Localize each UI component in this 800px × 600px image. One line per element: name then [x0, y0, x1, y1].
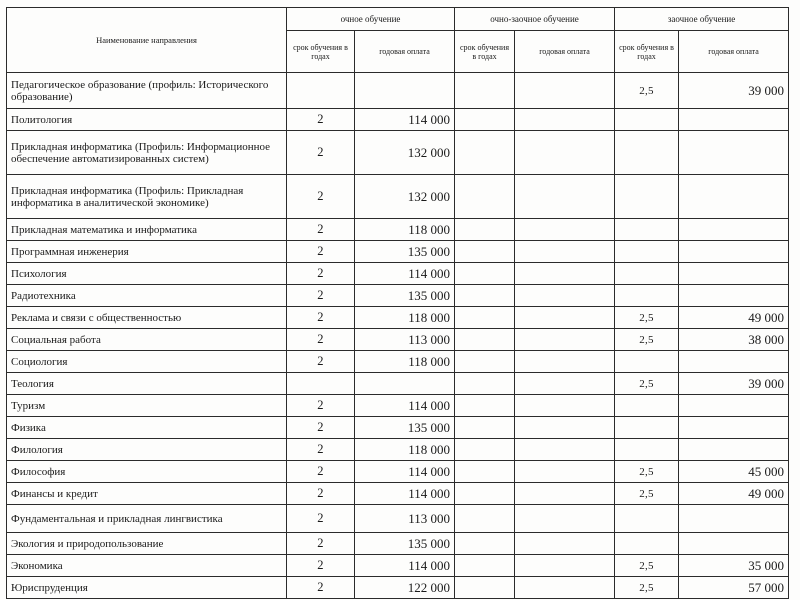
direction-name-cell: Теология	[7, 373, 287, 395]
distance-fee-cell	[679, 351, 789, 373]
direction-name-cell: Политология	[7, 109, 287, 131]
part-time-fee-cell	[515, 461, 615, 483]
part-time-term-cell	[455, 577, 515, 599]
table-row	[7, 533, 789, 555]
direction-name-cell: Программная инженерия	[7, 241, 287, 263]
distance-term-cell	[615, 505, 679, 533]
part-time-term-cell	[455, 439, 515, 461]
full-time-fee-cell: 118 000	[355, 351, 455, 373]
table-row	[7, 175, 789, 219]
part-time-fee-cell	[515, 555, 615, 577]
full-time-term-cell: 2	[287, 533, 355, 555]
full-time-fee-header: годовая оплата	[355, 31, 455, 73]
full-time-term-cell: 2	[287, 285, 355, 307]
part-time-fee-cell	[515, 73, 615, 109]
distance-term-cell: 2,5	[615, 483, 679, 505]
part-time-fee-cell	[515, 109, 615, 131]
distance-fee-cell	[679, 417, 789, 439]
part-time-fee-cell	[515, 577, 615, 599]
full-time-term-cell	[287, 373, 355, 395]
full-time-fee-cell: 122 000	[355, 577, 455, 599]
distance-term-cell: 2,5	[615, 307, 679, 329]
table-row	[7, 131, 789, 175]
tuition-table	[6, 7, 789, 599]
distance-fee-cell	[679, 219, 789, 241]
distance-term-cell: 2,5	[615, 329, 679, 351]
full-time-fee-cell: 135 000	[355, 417, 455, 439]
direction-name-cell: Прикладная информатика (Профиль: Прикладная информатика в аналитической экономике)	[7, 175, 287, 219]
table-header	[7, 8, 789, 73]
distance-term-header: срок обучения в годах	[615, 31, 679, 73]
distance-fee-cell: 39 000	[679, 73, 789, 109]
full-time-fee-cell: 114 000	[355, 395, 455, 417]
distance-term-cell	[615, 351, 679, 373]
part-time-term-cell	[455, 263, 515, 285]
part-time-term-cell	[455, 109, 515, 131]
part-time-term-cell	[455, 241, 515, 263]
table-row	[7, 241, 789, 263]
full-time-fee-cell: 114 000	[355, 263, 455, 285]
distance-fee-cell: 39 000	[679, 373, 789, 395]
full-time-term-cell	[287, 73, 355, 109]
part-time-term-cell	[455, 329, 515, 351]
direction-name-cell: Экология и природопользование	[7, 533, 287, 555]
part-time-fee-cell	[515, 533, 615, 555]
part-time-term-cell	[455, 505, 515, 533]
full-time-term-header: срок обучения в годах	[287, 31, 355, 73]
table-row	[7, 73, 789, 109]
full-time-fee-cell: 113 000	[355, 329, 455, 351]
full-time-fee-cell: 118 000	[355, 219, 455, 241]
distance-term-cell	[615, 417, 679, 439]
distance-term-cell: 2,5	[615, 373, 679, 395]
distance-fee-cell	[679, 439, 789, 461]
part-time-fee-cell	[515, 505, 615, 533]
full-time-fee-cell: 135 000	[355, 285, 455, 307]
distance-term-cell	[615, 219, 679, 241]
direction-name-cell: Физика	[7, 417, 287, 439]
part-time-fee-cell	[515, 175, 615, 219]
distance-term-cell	[615, 285, 679, 307]
part-time-fee-cell	[515, 395, 615, 417]
distance-term-cell: 2,5	[615, 577, 679, 599]
part-time-term-cell	[455, 461, 515, 483]
table-row	[7, 329, 789, 351]
part-time-fee-cell	[515, 351, 615, 373]
direction-name-cell: Социология	[7, 351, 287, 373]
part-time-term-cell	[455, 73, 515, 109]
distance-fee-cell: 49 000	[679, 307, 789, 329]
table-row	[7, 109, 789, 131]
distance-term-cell	[615, 175, 679, 219]
distance-term-cell	[615, 395, 679, 417]
direction-name-cell: Экономика	[7, 555, 287, 577]
table-row	[7, 461, 789, 483]
part-time-term-cell	[455, 219, 515, 241]
full-time-term-cell: 2	[287, 577, 355, 599]
part-time-term-cell	[455, 555, 515, 577]
part-time-fee-cell	[515, 329, 615, 351]
table-row	[7, 555, 789, 577]
table-row	[7, 439, 789, 461]
full-time-fee-cell: 135 000	[355, 241, 455, 263]
full-time-term-cell: 2	[287, 395, 355, 417]
distance-fee-cell	[679, 533, 789, 555]
full-time-term-cell: 2	[287, 483, 355, 505]
direction-name-cell: Педагогическое образование (профиль: Исторического образование)	[7, 73, 287, 109]
part-time-fee-cell	[515, 285, 615, 307]
table-row	[7, 285, 789, 307]
part-time-term-cell	[455, 533, 515, 555]
direction-name-cell: Филология	[7, 439, 287, 461]
part-time-term-header: срок обучения в годах	[455, 31, 515, 73]
full-time-term-cell: 2	[287, 241, 355, 263]
part-time-header: очно-заочное обучение	[455, 8, 615, 31]
part-time-fee-cell	[515, 131, 615, 175]
direction-name-cell: Финансы и кредит	[7, 483, 287, 505]
part-time-fee-cell	[515, 373, 615, 395]
distance-fee-cell	[679, 131, 789, 175]
part-time-fee-cell	[515, 241, 615, 263]
table-row	[7, 307, 789, 329]
part-time-term-cell	[455, 131, 515, 175]
distance-fee-cell: 49 000	[679, 483, 789, 505]
part-time-term-cell	[455, 395, 515, 417]
full-time-term-cell: 2	[287, 351, 355, 373]
part-time-fee-cell	[515, 219, 615, 241]
table-row	[7, 351, 789, 373]
direction-name-cell: Психология	[7, 263, 287, 285]
table-row	[7, 577, 789, 599]
part-time-fee-cell	[515, 439, 615, 461]
distance-term-cell	[615, 533, 679, 555]
part-time-fee-cell	[515, 263, 615, 285]
part-time-fee-cell	[515, 307, 615, 329]
distance-term-cell	[615, 109, 679, 131]
distance-fee-cell: 45 000	[679, 461, 789, 483]
full-time-fee-cell	[355, 373, 455, 395]
distance-fee-cell	[679, 263, 789, 285]
part-time-term-cell	[455, 373, 515, 395]
direction-name-cell: Радиотехника	[7, 285, 287, 307]
distance-fee-cell: 38 000	[679, 329, 789, 351]
full-time-fee-cell: 114 000	[355, 109, 455, 131]
full-time-fee-cell: 132 000	[355, 175, 455, 219]
distance-fee-cell	[679, 285, 789, 307]
table-row	[7, 505, 789, 533]
full-time-term-cell: 2	[287, 555, 355, 577]
direction-name-cell: Реклама и связи с общественностью	[7, 307, 287, 329]
part-time-term-cell	[455, 285, 515, 307]
full-time-fee-cell: 132 000	[355, 131, 455, 175]
full-time-fee-cell: 135 000	[355, 533, 455, 555]
direction-name-cell: Философия	[7, 461, 287, 483]
distance-fee-cell: 57 000	[679, 577, 789, 599]
table-row	[7, 395, 789, 417]
distance-fee-cell: 35 000	[679, 555, 789, 577]
distance-fee-cell	[679, 241, 789, 263]
part-time-fee-cell	[515, 483, 615, 505]
part-time-term-cell	[455, 417, 515, 439]
part-time-fee-cell	[515, 417, 615, 439]
direction-name-cell: Фундаментальная и прикладная лингвистика	[7, 505, 287, 533]
full-time-fee-cell: 114 000	[355, 461, 455, 483]
full-time-term-cell: 2	[287, 329, 355, 351]
full-time-term-cell: 2	[287, 109, 355, 131]
distance-term-cell: 2,5	[615, 461, 679, 483]
distance-fee-cell	[679, 109, 789, 131]
direction-name-cell: Юриспруденция	[7, 577, 287, 599]
full-time-fee-cell: 118 000	[355, 439, 455, 461]
full-time-term-cell: 2	[287, 505, 355, 533]
table-row	[7, 483, 789, 505]
part-time-term-cell	[455, 351, 515, 373]
distance-fee-cell	[679, 505, 789, 533]
direction-name-cell: Туризм	[7, 395, 287, 417]
full-time-term-cell: 2	[287, 439, 355, 461]
distance-term-cell	[615, 263, 679, 285]
distance-fee-header: годовая оплата	[679, 31, 789, 73]
distance-term-cell	[615, 241, 679, 263]
part-time-term-cell	[455, 307, 515, 329]
distance-header: заочное обучение	[615, 8, 789, 31]
full-time-term-cell: 2	[287, 175, 355, 219]
direction-name-cell: Социальная работа	[7, 329, 287, 351]
table-row	[7, 219, 789, 241]
direction-name-cell: Прикладная информатика (Профиль: Информационное обеспечение автоматизированных систем)	[7, 131, 287, 175]
full-time-term-cell: 2	[287, 219, 355, 241]
part-time-fee-header: годовая оплата	[515, 31, 615, 73]
full-time-term-cell: 2	[287, 417, 355, 439]
full-time-fee-cell	[355, 73, 455, 109]
table-body	[7, 73, 789, 599]
table-row	[7, 263, 789, 285]
direction-name-header: Наименование направления	[7, 8, 287, 73]
distance-term-cell: 2,5	[615, 555, 679, 577]
distance-term-cell: 2,5	[615, 73, 679, 109]
distance-fee-cell	[679, 395, 789, 417]
full-time-term-cell: 2	[287, 131, 355, 175]
distance-term-cell	[615, 439, 679, 461]
full-time-fee-cell: 114 000	[355, 555, 455, 577]
full-time-header: очное обучение	[287, 8, 455, 31]
full-time-fee-cell: 113 000	[355, 505, 455, 533]
full-time-fee-cell: 118 000	[355, 307, 455, 329]
full-time-term-cell: 2	[287, 263, 355, 285]
table-row	[7, 373, 789, 395]
distance-term-cell	[615, 131, 679, 175]
full-time-fee-cell: 114 000	[355, 483, 455, 505]
table-row	[7, 417, 789, 439]
full-time-term-cell: 2	[287, 461, 355, 483]
part-time-term-cell	[455, 483, 515, 505]
direction-name-cell: Прикладная математика и информатика	[7, 219, 287, 241]
distance-fee-cell	[679, 175, 789, 219]
full-time-term-cell: 2	[287, 307, 355, 329]
part-time-term-cell	[455, 175, 515, 219]
